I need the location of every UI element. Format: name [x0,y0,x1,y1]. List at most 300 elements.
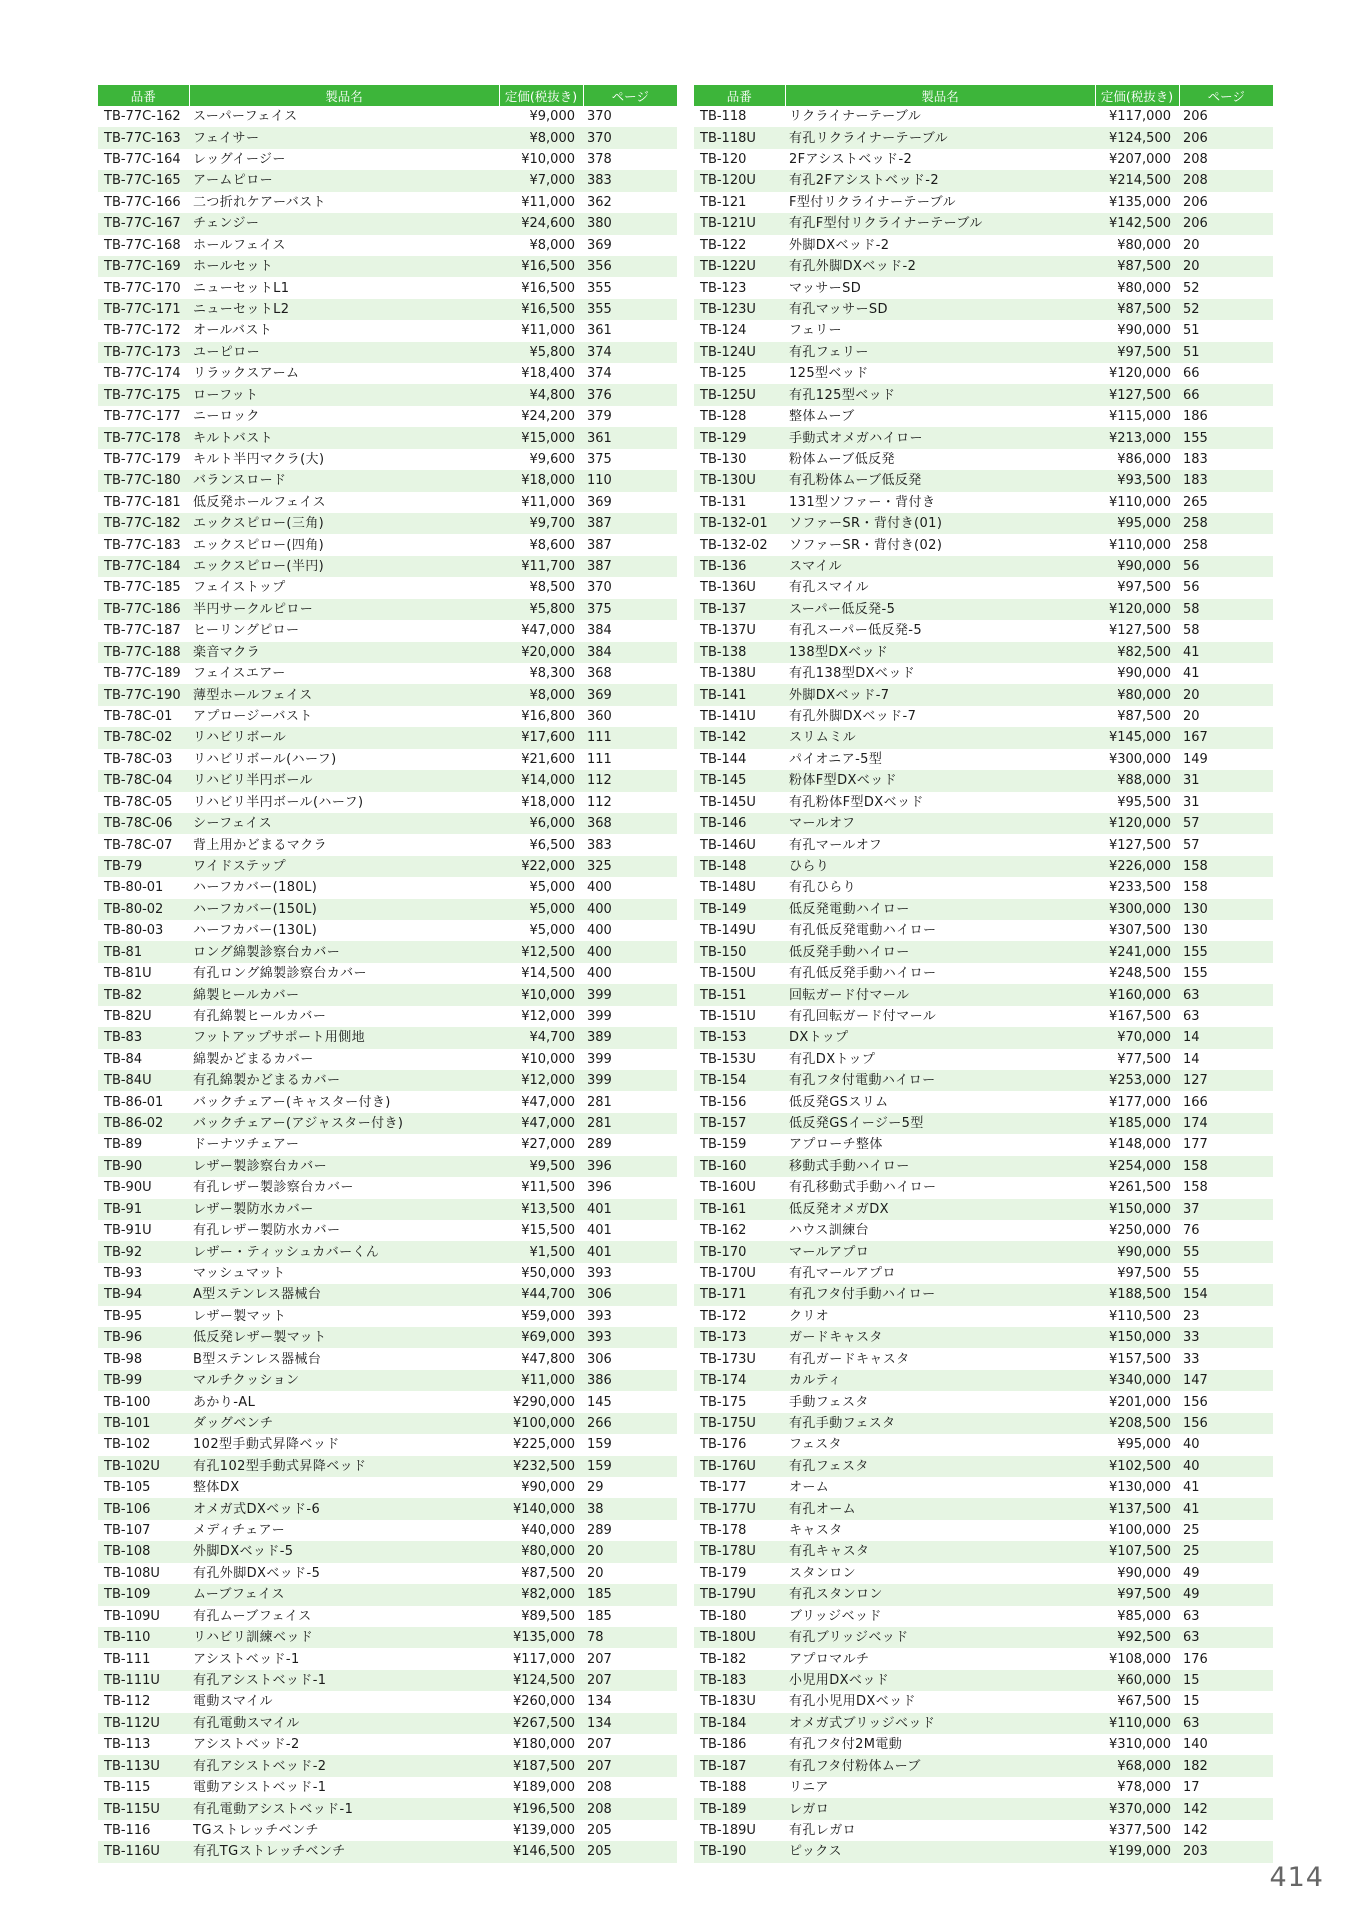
product-price: ¥8,600 [529,537,575,553]
catalog-page: 355 [587,280,612,296]
table-row [694,1049,1273,1070]
catalog-page: 112 [587,794,612,810]
product-code: TB-80-02 [98,899,189,920]
product-code: TB-78C-03 [104,751,173,767]
product-name: リラックスアーム [193,366,300,382]
catalog-page: 360 [587,709,612,725]
product-price: ¥97,500 [1095,342,1179,363]
catalog-page: 159 [587,1437,612,1453]
product-price: ¥67,500 [1117,1694,1171,1710]
catalog-page: 49 [1179,1584,1273,1605]
product-price: ¥177,000 [1108,1094,1171,1110]
product-name: ハーフカバー(130L) [193,923,318,939]
table-row [98,963,677,984]
table-row [694,106,1273,127]
catalog-page: 17 [1183,1780,1200,1796]
table-row [98,1177,677,1198]
product-code: TB-172 [700,1308,747,1324]
product-price: ¥310,000 [1108,1737,1171,1753]
table-row [98,984,677,1005]
product-price: ¥16,500 [521,280,575,296]
catalog-page: 379 [587,409,612,425]
table-row [694,1820,1273,1841]
catalog-page: 380 [583,213,677,234]
product-name: 手動フェスタ [789,1394,869,1410]
catalog-page: 158 [1183,1180,1208,1196]
product-code: TB-123 [700,280,747,296]
catalog-page: 183 [1179,470,1273,491]
product-code: TB-77C-179 [104,451,181,467]
product-price: ¥27,000 [521,1137,575,1153]
product-price: ¥201,000 [1108,1394,1171,1410]
product-name: キャスタ [789,1523,843,1539]
catalog-page: 145 [587,1394,612,1410]
table-row [98,706,677,727]
product-price: ¥117,000 [512,1651,575,1667]
product-name: 有孔低反発手動ハイロー [789,966,937,982]
catalog-page: 56 [1179,556,1273,577]
product-price: ¥59,000 [521,1308,575,1324]
table-row [694,1348,1273,1369]
product-code: TB-170U [700,1265,756,1281]
product-price: ¥8,300 [529,666,575,682]
table-row [98,1777,677,1798]
product-code: TB-77C-184 [98,556,189,577]
product-code: TB-111U [98,1670,189,1691]
product-code: TB-178 [700,1523,747,1539]
product-code: TB-149 [694,899,785,920]
catalog-page: 20 [1183,709,1200,725]
catalog-page: 399 [587,1051,612,1067]
product-code: TB-145 [694,770,785,791]
product-price: ¥24,600 [499,213,583,234]
catalog-page: 399 [583,984,677,1005]
product-name: フェスタ [789,1437,842,1453]
product-name: ヒーリングピロー [193,623,300,639]
table-row [694,1541,1273,1562]
product-name: 有孔回転ガード付マール [789,1008,937,1024]
product-price: ¥7,000 [499,170,583,191]
product-code: TB-120 [700,152,747,168]
product-price: ¥95,000 [1117,1437,1171,1453]
table-row [98,1434,677,1455]
product-price: ¥85,000 [1117,1608,1171,1624]
catalog-page: 127 [1179,1070,1273,1091]
product-code: TB-186 [700,1737,747,1753]
catalog-page: 208 [583,1798,677,1819]
table-body-right [694,106,1273,1863]
product-code: TB-141U [700,709,756,725]
table-row [694,449,1273,470]
table-row [694,149,1273,170]
catalog-page: 207 [583,1670,677,1691]
table-row [98,1348,677,1369]
product-name: 粉体ムーブ低反発 [789,451,895,467]
product-code: TB-141 [694,684,785,705]
table-row [98,1413,677,1434]
table-row [98,192,677,213]
product-price: ¥47,800 [521,1351,575,1367]
price-table-right [694,85,1273,1863]
product-code: TB-178U [694,1541,785,1562]
catalog-page: 400 [583,941,677,962]
product-price: ¥232,500 [499,1456,583,1477]
table-row [694,1670,1273,1691]
product-price: ¥18,400 [521,366,575,382]
product-price: ¥12,000 [499,1070,583,1091]
product-code: TB-81U [104,966,152,982]
catalog-page: 33 [1183,1351,1200,1367]
product-code: TB-122U [694,256,785,277]
price-table-left [98,85,677,1863]
product-name: 有孔138型DXベッド [789,666,916,682]
product-code: TB-90 [98,1156,189,1177]
product-name: 低反発GSイージー5型 [785,1113,1095,1134]
product-code: TB-77C-185 [104,580,181,596]
table-row [694,1134,1273,1155]
product-price: ¥300,000 [1108,751,1171,767]
product-price: ¥150,000 [1095,1199,1179,1220]
table-row [98,1456,677,1477]
product-code: TB-115 [104,1780,151,1796]
product-code: TB-128 [700,409,747,425]
product-price: ¥120,000 [1095,813,1179,834]
product-price: ¥102,500 [1095,1456,1179,1477]
product-code: TB-89 [104,1137,143,1153]
product-price: ¥47,000 [521,623,575,639]
table-row [98,1606,677,1627]
product-name: 有孔低反発電動ハイロー [789,923,937,939]
product-code: TB-80-03 [104,923,164,939]
table-row [98,792,677,813]
product-name: ブリッジベッド [789,1608,882,1624]
product-code: TB-109U [104,1608,160,1624]
product-price: ¥90,000 [1117,666,1171,682]
product-name: スタンロン [789,1565,857,1581]
catalog-page: 31 [1179,770,1273,791]
product-name: 有孔102型手動式昇降ベッド [189,1456,499,1477]
product-code: TB-82 [98,984,189,1005]
product-code: TB-136 [694,556,785,577]
product-code: TB-137 [694,599,785,620]
table-row [694,427,1273,448]
catalog-page: 186 [1183,409,1208,425]
table-row [694,1456,1273,1477]
product-name: 有孔フタ付電動ハイロー [785,1070,1095,1091]
table-row [98,770,677,791]
product-price: ¥69,000 [499,1327,583,1348]
product-name: 102型手動式昇降ベッド [193,1437,340,1453]
product-name: 整体DX [193,1480,240,1496]
product-code: TB-153U [700,1051,756,1067]
product-code: TB-94 [98,1284,189,1305]
product-price: ¥80,000 [1117,237,1171,253]
table-row [98,1284,677,1305]
product-name: オメガ式ブリッジベッド [785,1713,1095,1734]
catalog-page: 387 [583,513,677,534]
catalog-page: 31 [1183,794,1200,810]
product-code: TB-151U [700,1008,756,1024]
product-price: ¥189,000 [512,1780,575,1796]
catalog-page: 63 [1179,984,1273,1005]
product-price: ¥82,000 [499,1584,583,1605]
catalog-page: 306 [587,1351,612,1367]
product-price: ¥16,500 [499,256,583,277]
product-code: TB-108U [104,1565,160,1581]
product-price: ¥11,000 [521,494,575,510]
catalog-page: 130 [1183,923,1208,939]
product-code: TB-99 [98,1370,189,1391]
product-price: ¥70,000 [1095,1027,1179,1048]
product-name: 有孔ロング綿製診察台カバー [193,966,367,982]
product-name: 有孔ガードキャスタ [789,1351,910,1367]
table-row [694,256,1273,277]
product-name: チェンジー [189,213,499,234]
product-code: TB-122 [700,237,747,253]
table-row [98,1327,677,1348]
table-row [694,727,1273,748]
product-name: 整体ムーブ [789,409,855,425]
product-price: ¥241,000 [1095,941,1179,962]
product-price: ¥80,000 [1117,280,1171,296]
product-price: ¥20,000 [499,642,583,663]
table-row [98,1070,677,1091]
product-name: エックスピロー(半円) [189,556,499,577]
product-name: カルティ [785,1370,1095,1391]
product-code: TB-148U [700,880,756,896]
table-row [694,492,1273,513]
product-code: TB-175 [700,1394,747,1410]
catalog-page: 154 [1179,1284,1273,1305]
table-row [694,213,1273,234]
table-row [694,127,1273,148]
catalog-page: 396 [583,1156,677,1177]
product-code: TB-138U [700,666,756,682]
product-price: ¥233,500 [1108,880,1171,896]
product-name: フェリー [789,323,842,339]
catalog-page: 258 [1179,513,1273,534]
table-row [694,877,1273,898]
product-price: ¥90,000 [1095,1241,1179,1262]
product-name: リハビリ訓練ベッド [189,1627,499,1648]
table-row [98,1263,677,1284]
catalog-page: 355 [583,299,677,320]
product-code: TB-130 [700,451,747,467]
catalog-page: 155 [1179,427,1273,448]
product-price: ¥4,800 [499,384,583,405]
table-row [98,663,677,684]
product-code: TB-176U [694,1456,785,1477]
product-price: ¥108,000 [1108,1651,1171,1667]
catalog-page: 401 [583,1199,677,1220]
catalog-page: 56 [1183,580,1200,596]
catalog-page: 14 [1179,1027,1273,1048]
product-name: 電動スマイル [193,1694,273,1710]
catalog-page: 393 [583,1327,677,1348]
catalog-page: 401 [583,1241,677,1262]
table-row [98,1006,677,1027]
product-name: アプロマルチ [789,1651,870,1667]
product-name: TGストレッチベンチ [193,1822,319,1838]
table-row [694,599,1273,620]
product-price: ¥199,000 [1095,1841,1179,1862]
product-code: TB-77C-183 [104,537,181,553]
table-row [694,1627,1273,1648]
product-name: オーム [789,1480,830,1496]
product-name: ハウス訓練台 [789,1223,870,1239]
product-name: ピックス [785,1841,1095,1862]
table-row [98,1691,677,1712]
product-name: ガードキャスタ [785,1327,1095,1348]
product-code: TB-154 [694,1070,785,1091]
catalog-page: 156 [1179,1413,1273,1434]
product-code: TB-77C-186 [98,599,189,620]
catalog-page: 15 [1183,1694,1200,1710]
catalog-page: 207 [583,1755,677,1776]
header-code: 品番 [694,85,785,106]
product-code: TB-160 [694,1156,785,1177]
product-name: 背上用かどまるマクラ [193,837,328,853]
product-code: TB-83 [98,1027,189,1048]
product-name: リハビリ半円ボール [189,770,499,791]
product-name: 有孔レザー製防水カバー [193,1223,341,1239]
product-price: ¥11,500 [521,1180,575,1196]
catalog-page: 361 [587,323,612,339]
product-price: ¥120,000 [1095,599,1179,620]
product-code: TB-77C-170 [104,280,181,296]
product-name: フットアップサポート用側地 [189,1027,499,1048]
product-name: アプロージーバスト [193,709,313,725]
product-price: ¥77,500 [1117,1051,1171,1067]
table-row [98,1199,677,1220]
product-price: ¥267,500 [499,1713,583,1734]
table-row [98,170,677,191]
product-price: ¥47,000 [521,1094,575,1110]
table-row [98,1049,677,1070]
product-price: ¥253,000 [1095,1070,1179,1091]
product-code: TB-177 [700,1480,747,1496]
table-row [98,1798,677,1819]
catalog-page: 325 [583,856,677,877]
product-code: TB-77C-181 [104,494,181,510]
product-price: ¥208,500 [1095,1413,1179,1434]
product-price: ¥68,000 [1095,1755,1179,1776]
table-row [98,427,677,448]
product-code: TB-121U [694,213,785,234]
catalog-page: 376 [583,384,677,405]
catalog-page: 389 [583,1027,677,1048]
product-name: 有孔スーパー低反発-5 [789,623,923,639]
table-row [98,1841,677,1862]
product-name: リハビリボール [189,727,499,748]
table-row [694,1841,1273,1862]
product-code: TB-96 [98,1327,189,1348]
product-code: TB-91U [104,1223,152,1239]
product-code: TB-77C-166 [104,194,181,210]
table-row [98,1627,677,1648]
catalog-page: 66 [1179,384,1273,405]
product-name: 綿製かどまるカバー [193,1051,314,1067]
catalog-page: 399 [587,1008,612,1024]
catalog-page: 112 [583,770,677,791]
catalog-page: 155 [1179,941,1273,962]
table-row [694,1391,1273,1412]
product-price: ¥44,700 [499,1284,583,1305]
product-code: TB-179U [694,1584,785,1605]
table-row [98,363,677,384]
table-row [98,1156,677,1177]
catalog-page: 23 [1183,1308,1200,1324]
catalog-page: 281 [587,1094,612,1110]
product-code: TB-107 [104,1523,151,1539]
product-code: TB-149U [700,923,756,939]
product-price: ¥137,500 [1095,1498,1179,1519]
product-price: ¥11,000 [499,1370,583,1391]
product-name: ニューセットL1 [193,280,290,296]
table-row [694,1370,1273,1391]
product-name: スーパー低反発-5 [785,599,1095,620]
table-row [694,1027,1273,1048]
product-price: ¥40,000 [521,1523,575,1539]
product-code: TB-151 [694,984,785,1005]
product-name: 楽音マクラ [189,642,499,663]
catalog-page: 396 [587,1180,612,1196]
product-price: ¥124,500 [1095,127,1179,148]
product-code: TB-77C-178 [98,427,189,448]
catalog-page: 29 [587,1480,604,1496]
table-row [694,342,1273,363]
product-price: ¥6,000 [499,813,583,834]
product-name: 有孔外脚DXベッド-2 [785,256,1095,277]
product-price: ¥135,000 [1108,194,1171,210]
catalog-page: 33 [1179,1327,1273,1348]
product-code: TB-92 [98,1241,189,1262]
catalog-page: 384 [587,623,612,639]
product-price: ¥13,500 [499,1199,583,1220]
product-name: 外脚DXベッド-5 [189,1541,499,1562]
product-name: ワイドステップ [189,856,499,877]
table-row [694,920,1273,941]
table-row [694,1241,1273,1262]
table-row [98,1241,677,1262]
product-price: ¥6,500 [529,837,575,853]
product-price: ¥90,000 [521,1480,575,1496]
catalog-page: 383 [587,837,612,853]
catalog-page: 384 [583,642,677,663]
product-name: 手動式オメガハイロー [785,427,1095,448]
catalog-page: 134 [583,1713,677,1734]
product-price: ¥17,600 [499,727,583,748]
catalog-page: 258 [1183,537,1208,553]
catalog-page: 400 [583,899,677,920]
product-code: TB-183 [694,1670,785,1691]
product-name: 有孔マールアプロ [789,1265,896,1281]
product-code: TB-189 [694,1798,785,1819]
table-row [98,899,677,920]
table-row [694,792,1273,813]
table-row [98,877,677,898]
table-row [98,1391,677,1412]
table-row [98,342,677,363]
product-code: TB-138 [694,642,785,663]
product-name: 綿製ヒールカバー [189,984,499,1005]
table-row [98,470,677,491]
table-row [98,684,677,705]
table-row [694,684,1273,705]
catalog-page: 111 [587,751,612,767]
table-row [694,470,1273,491]
table-row [694,1434,1273,1455]
